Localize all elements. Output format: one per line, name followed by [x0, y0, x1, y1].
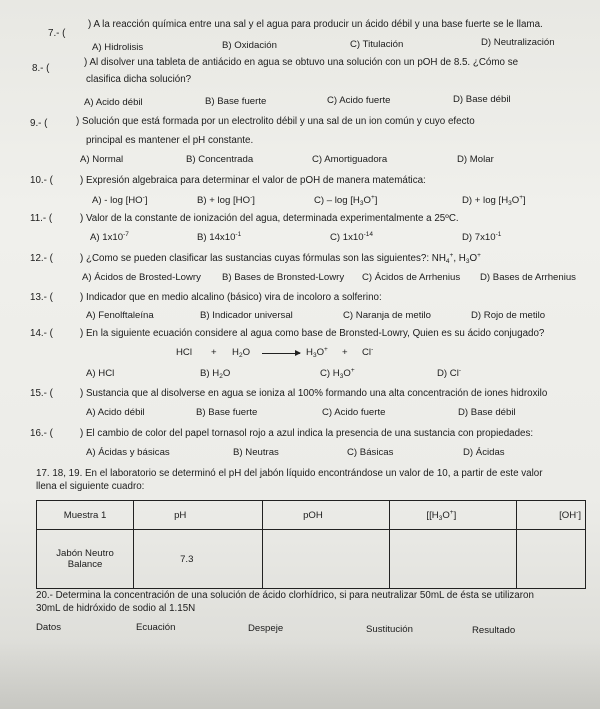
q8-text: ) Al disolver una tableta de antiácido en agua se obtuvo una solución con un pOH de 8.5. ¿Cómo se	[84, 57, 519, 68]
q9-option-c: C) Amortiguadora	[312, 154, 388, 165]
q14-number: 14.- (	[30, 328, 53, 339]
q9-number: 9.- (	[30, 118, 48, 129]
label-despeje: Despeje	[248, 623, 284, 634]
eq-plus-1: +	[211, 347, 217, 358]
q13-option-b: B) Indicador universal	[200, 310, 293, 321]
label-sustitucion: Sustitución	[366, 624, 413, 635]
q10-option-d: $D) + \log [H_3O^+]$	[462, 194, 526, 207]
q12-number: 12.- (	[30, 253, 53, 264]
q8-text-line2: clasifica dicha solución?	[86, 74, 192, 85]
q20-text-line2: 30mL de hidróxido de sodio al 1.15N	[36, 603, 196, 614]
q10-number: 10.- (	[30, 175, 53, 186]
q10-option-b: B) + log [HO-]	[197, 194, 255, 206]
q16-option-c: C) Básicas	[347, 447, 394, 458]
eq-cl: Cl-	[362, 346, 374, 358]
q8-option-c: C) Acido fuerte	[327, 95, 391, 106]
cell-ph: 7.3	[134, 530, 263, 589]
q11-option-b: B) $14x10^{-1}$	[197, 231, 242, 243]
q14-text: ) En la siguiente ecuación considere al agua como base de Bronsted-Lowry, Quien es su ácido conjugado?	[80, 328, 545, 339]
q9-option-b: B) Concentrada	[186, 154, 254, 165]
q8-number: 8.- (	[32, 63, 50, 74]
q11-option-c: C) $1x10^{-14}$	[330, 231, 373, 243]
q17-text: 17. 18, 19. En el laboratorio se determinó el pH del jabón líquido encontrándose un valor de 10, a partir de este valor	[36, 468, 543, 479]
col-muestra: Muestra 1	[37, 501, 134, 530]
q10-option-c: $C) - \log [H_3O^+]$	[314, 194, 378, 207]
cell-poh[interactable]	[263, 530, 390, 589]
q16-number: 16.- (	[30, 428, 53, 439]
eq-h2o: $H_2O$	[232, 347, 251, 359]
col-oh: [OH-]	[517, 501, 586, 530]
col-ph: pH	[134, 501, 263, 530]
q15-option-a: A) Acido débil	[86, 407, 145, 418]
q11-option-a: A) $1x10^{-7}$	[90, 231, 129, 243]
q11-number: 11.- (	[30, 213, 53, 224]
q16-option-d: D) Ácidas	[463, 447, 505, 458]
q13-number: 13.- (	[30, 292, 53, 303]
cell-oh[interactable]	[517, 530, 586, 589]
q14-option-a: A) HCl	[86, 368, 115, 379]
col-h3o: [$[H_3O^+]$	[390, 501, 517, 530]
q12-text: ) ¿Como se pueden clasificar las sustancias cuyas fórmulas son las siguientes?: $NH_4^+$, $H_3O^+$	[80, 252, 481, 265]
eq-plus-2: +	[342, 347, 348, 358]
q12-option-d: D) Bases de Arrhenius	[480, 272, 576, 283]
q9-option-d: D) Molar	[457, 154, 494, 165]
col-poh: pOH	[263, 501, 390, 530]
q12-option-a: A) Ácidos de Brosted-Lowry	[82, 272, 201, 283]
q17-text-line2: llena el siguiente cuadro:	[36, 481, 145, 492]
label-ecuacion: Ecuación	[136, 622, 176, 633]
q7-option-b: B) Oxidación	[222, 40, 277, 51]
q16-option-a: A) Ácidas y básicas	[86, 447, 170, 458]
paper-shadow	[0, 640, 600, 709]
label-resultado: Resultado	[472, 625, 516, 636]
q15-number: 15.- (	[30, 388, 53, 399]
label-datos: Datos	[36, 622, 62, 633]
q9-text: ) Solución que está formada por un electrolito débil y una sal de un ion común y cuyo efecto	[76, 116, 475, 127]
q8-option-a: A) Acido débil	[84, 97, 143, 108]
q13-text: ) Indicador que en medio alcalino (básico) vira de incoloro a solferino:	[80, 292, 382, 303]
q20-text: 20.- Determina la concentración de una solución de ácido clorhídrico, si para neutralizar 50mL de ésta se utilizaron	[36, 590, 534, 601]
q7-option-d: D) Neutralización	[481, 37, 555, 48]
q9-text-line2: principal es mantener el pH constante.	[86, 135, 254, 146]
eq-h3o: $H_3O^+$	[306, 346, 328, 359]
reaction-arrow	[262, 353, 300, 354]
q11-option-d: D) $7x10^{-1}$	[462, 231, 502, 243]
q14-option-b: B) $H_2O$	[200, 368, 231, 380]
q9-option-a: A) Normal	[80, 154, 124, 165]
q13-option-c: C) Naranja de metilo	[343, 310, 431, 321]
eq-hcl: HCl	[176, 347, 192, 358]
cell-h3o[interactable]	[390, 530, 517, 589]
q7-option-c: C) Titulación	[350, 39, 404, 50]
ph-table	[36, 500, 586, 589]
q7-text: ) A la reacción química entre una sal y el agua para producir un ácido débil y una base fuerte se le llama.	[88, 19, 543, 30]
q13-option-d: D) Rojo de metilo	[471, 310, 546, 321]
q14-option-c: C) $H_3O^+$	[320, 367, 355, 380]
q10-text: ) Expresión algebraica para determinar el valor de pOH de manera matemática:	[80, 175, 426, 186]
q16-option-b: B) Neutras	[233, 447, 279, 458]
q7-number: 7.- (	[48, 28, 66, 39]
q12-option-b: B) Bases de Bronsted-Lowry	[222, 272, 345, 283]
q15-option-c: C) Acido fuerte	[322, 407, 386, 418]
q15-option-b: B) Base fuerte	[196, 407, 258, 418]
q12-option-c: C) Ácidos de Arrhenius	[362, 272, 461, 283]
q11-text: ) Valor de la constante de ionización del agua, determinada experimentalmente a 25ºC.	[80, 213, 459, 224]
q7-option-a: A) Hidrolisis	[92, 42, 144, 53]
q15-text: ) Sustancia que al disolverse en agua se ioniza al 100% formando una alta concentración de iones hidroxilo	[80, 388, 548, 399]
q13-option-a: A) Fenolftaleína	[86, 310, 154, 321]
q14-option-d: D) Cl-	[437, 367, 462, 379]
q8-option-b: B) Base fuerte	[205, 96, 267, 107]
q16-text: ) El cambio de color del papel tornasol rojo a azul indica la presencia de una sustancia con propiedades:	[80, 428, 534, 439]
q15-option-d: D) Base débil	[458, 407, 516, 418]
cell-muestra: Jabón Neutro Balance	[37, 530, 134, 589]
q8-option-d: D) Base débil	[453, 94, 511, 105]
q10-option-a: A) - log [HO-]	[92, 194, 148, 206]
